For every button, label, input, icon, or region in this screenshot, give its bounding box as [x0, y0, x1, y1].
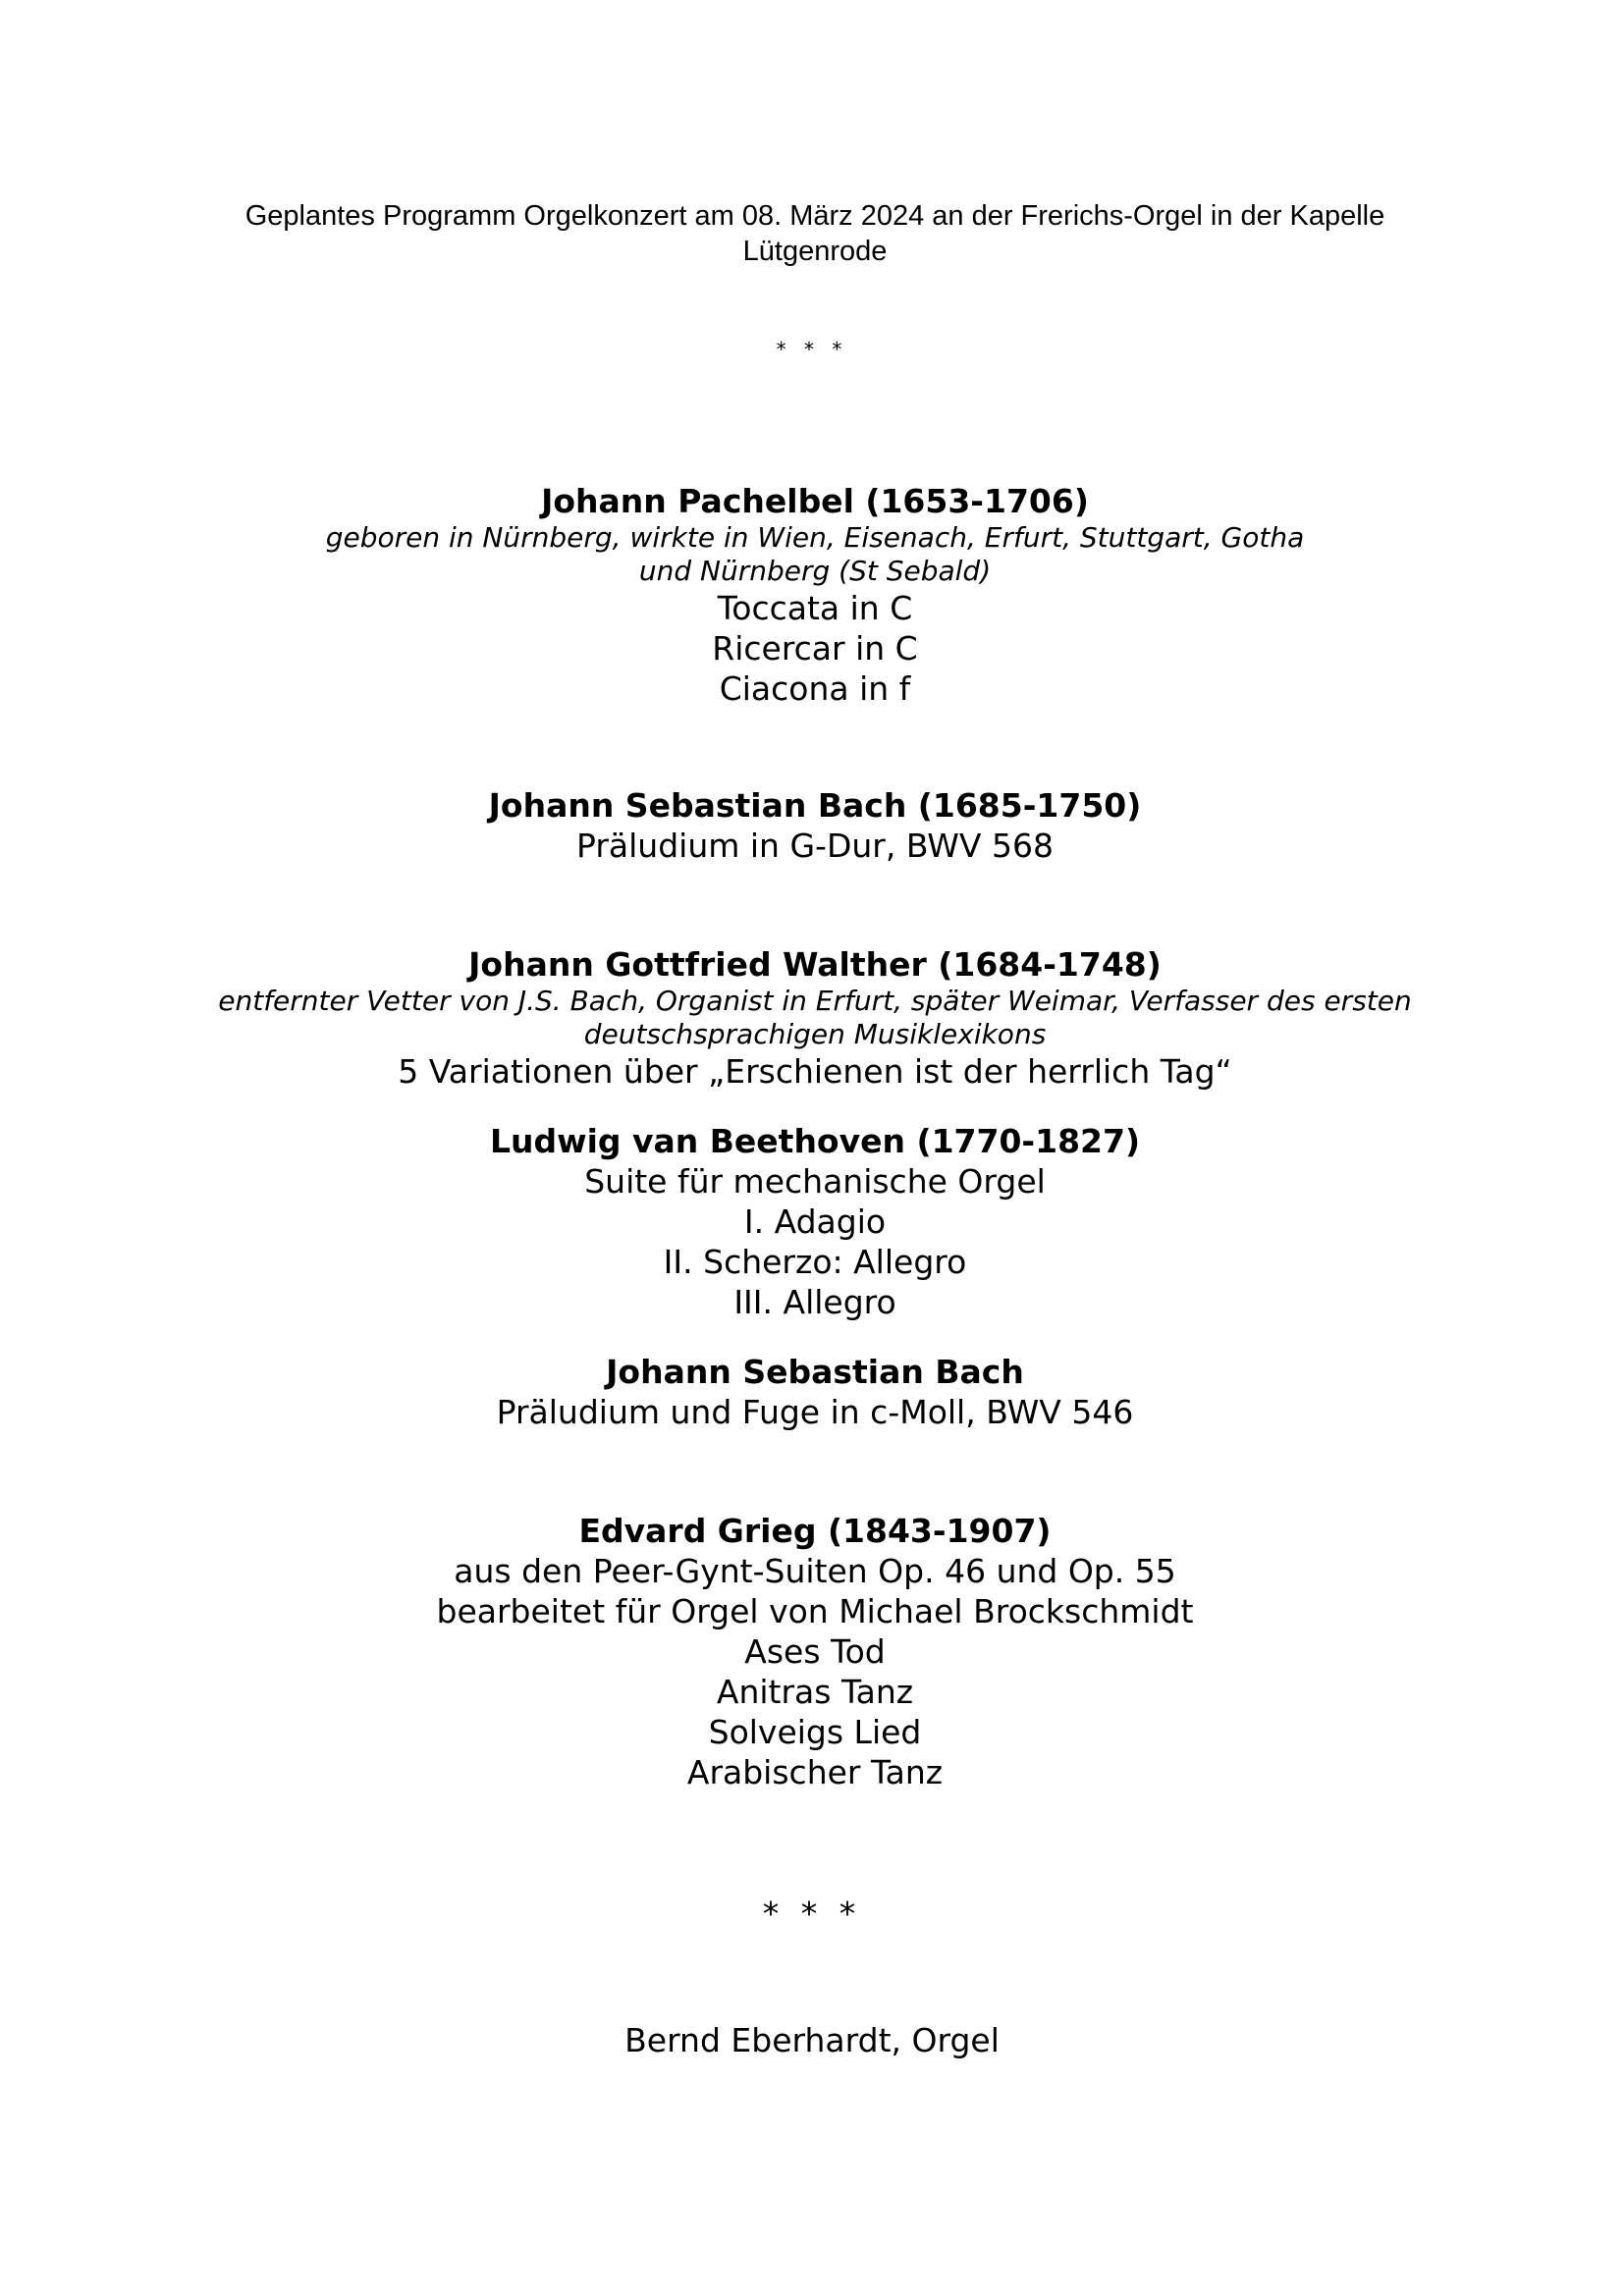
composer-name: Edvard Grieg (1843-1907) [578, 1512, 1052, 1550]
program-list [147, 481, 1483, 1792]
program-item-pachelbel [147, 481, 1483, 709]
program-item-grieg [147, 1511, 1483, 1792]
header-line-1: Geplantes Programm Orgelkonzert am 08. März 2024 an der Frerichs-Orgel in der Kapelle [244, 200, 1385, 232]
composer-note: deutschsprachigen Musiklexikons [583, 1018, 1047, 1050]
concert-header [196, 198, 1434, 269]
work-movement: I. Adagio [743, 1202, 887, 1241]
composer-note: entfernter Vetter von J.S. Bach, Organist in Erfurt, später Weimar, Verfasser des ersten [218, 985, 1412, 1017]
program-item-walther [147, 944, 1483, 1092]
program-item-bach-1 [147, 785, 1483, 866]
work-movement: Anitras Tanz [716, 1673, 914, 1711]
work-movement: II. Scherzo: Allegro [663, 1243, 967, 1281]
composer-name: Johann Sebastian Bach [606, 1353, 1024, 1391]
work-title: Ciacona in f [719, 669, 911, 708]
separator-top: * * * [776, 338, 848, 361]
work-title: aus den Peer-Gynt-Suiten Op. 46 und Op. 55 [454, 1552, 1176, 1590]
program-item-beethoven [147, 1121, 1483, 1322]
composer-name: Ludwig van Beethoven (1770-1827) [489, 1122, 1141, 1160]
separator-bottom: * * * [762, 1895, 862, 1933]
work-movement: Ases Tod [744, 1632, 886, 1671]
work-title: 5 Variationen über „Erschienen ist der herrlich Tag“ [398, 1052, 1232, 1091]
work-movement: Arabischer Tanz [686, 1753, 944, 1791]
composer-note: geboren in Nürnberg, wirkte in Wien, Eisenach, Erfurt, Stuttgart, Gotha [325, 521, 1305, 554]
composer-name: Johann Sebastian Bach (1685-1750) [488, 786, 1142, 825]
work-title: Suite für mechanische Orgel [584, 1162, 1046, 1201]
program-item-bach-2 [147, 1352, 1483, 1432]
composer-name: Johann Gottfried Walther (1684-1748) [468, 945, 1162, 984]
work-movement: III. Allegro [733, 1283, 896, 1321]
work-title: Toccata in C [717, 589, 913, 627]
work-title: Präludium in G-Dur, BWV 568 [576, 827, 1054, 865]
work-movement: Solveigs Lied [708, 1713, 922, 1751]
header-line-2: Lütgenrode [742, 236, 888, 267]
work-title: Präludium und Fuge in c-Moll, BWV 546 [496, 1393, 1134, 1431]
composer-note: und Nürnberg (St Sebald) [638, 555, 992, 587]
performer-credit: Bernd Eberhardt, Orgel [624, 2021, 1000, 2059]
composer-name: Johann Pachelbel (1653-1706) [541, 482, 1089, 520]
work-title: bearbeitet für Orgel von Michael Brockschmidt [436, 1592, 1194, 1630]
work-title: Ricercar in C [712, 629, 918, 667]
